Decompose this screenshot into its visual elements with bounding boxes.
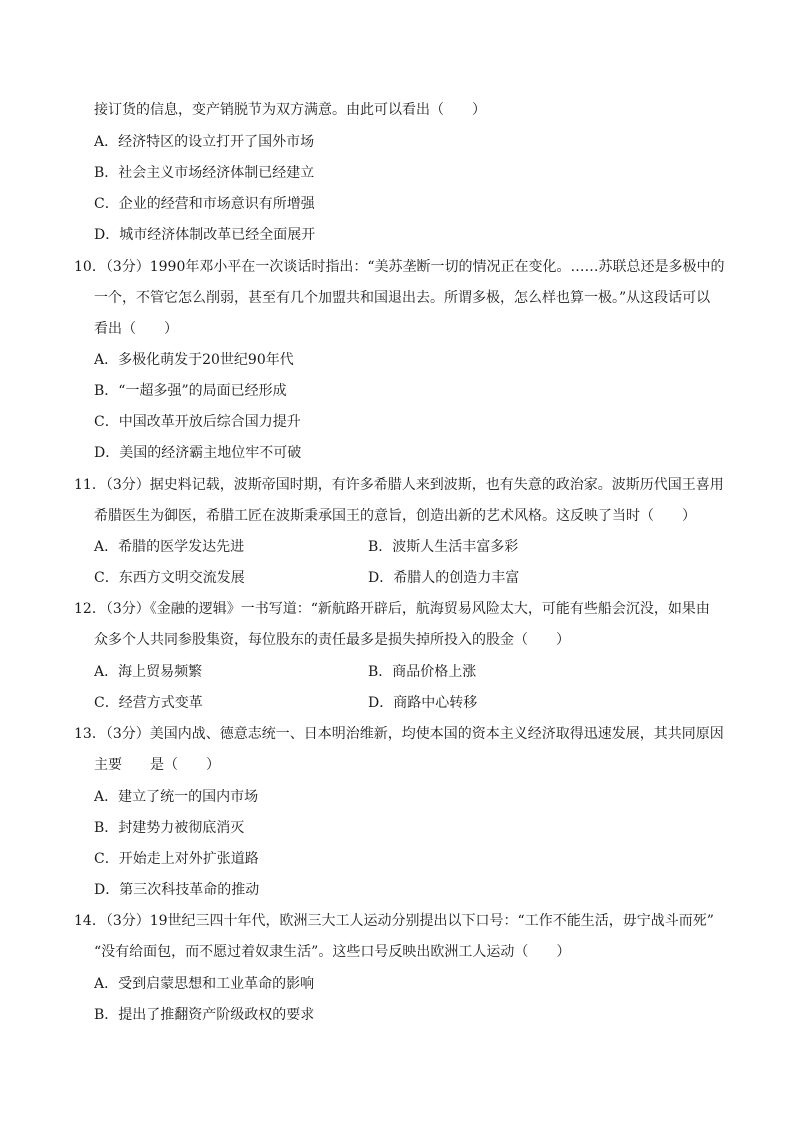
q13-option-a[interactable]: A．建立了统一的国内市场	[94, 789, 259, 805]
q11-option-b[interactable]: B．波斯人生活丰富多彩	[368, 539, 519, 555]
q10-stem-line-1: 10．（3分）1990年邓小平在一次谈话时指出：“美苏垄断一切的情况正在变化。……苏联总还是多极中的	[74, 259, 725, 275]
q9-option-d[interactable]: D．城市经济体制改革已经全面展开	[94, 227, 316, 243]
q14-option-a[interactable]: A．受到启蒙思想和工业革命的影响	[94, 976, 315, 992]
q9-option-c[interactable]: C．企业的经营和市场意识有所增强	[94, 196, 315, 212]
q12-option-d[interactable]: D．商路中心转移	[368, 695, 478, 711]
q10-option-d[interactable]: D．美国的经济霸主地位牢不可破	[94, 445, 302, 461]
q9-option-b[interactable]: B．社会主义市场经济体制已经建立	[94, 165, 315, 181]
q11-stem-line-2: 希腊医生为御医，希腊工匠在波斯秉承国王的意旨，创造出新的艺术风格。这反映了当时（ ）	[94, 508, 696, 524]
q11-option-d[interactable]: D．希腊人的创造力丰富	[368, 570, 520, 586]
q12-option-c[interactable]: C．经营方式变革	[94, 695, 203, 711]
q10-stem-line-3: 看出（ ）	[94, 321, 178, 337]
q13-option-c[interactable]: C．开始走上对外扩张道路	[94, 851, 259, 867]
q13-option-b[interactable]: B．封建势力被彻底消灭	[94, 820, 245, 836]
q11-option-a[interactable]: A．希腊的医学发达先进	[94, 539, 245, 555]
q14-stem-line-2: “没有给面包，而不愿过着奴隶生活”。这些口号反映出欧洲工人运动（ ）	[94, 944, 571, 960]
q14-option-b[interactable]: B．提出了推翻资产阶级政权的要求	[94, 1007, 315, 1023]
q12-stem-line-2: 众多个人共同参股集资，每位股东的责任最多是损失掉所投入的股金（ ）	[94, 632, 570, 648]
q13-stem-line-1: 13．（3分）美国内战、德意志统一、日本明治维新，均使本国的资本主义经济取得迅速发展，其共同原因	[74, 726, 724, 742]
q11-stem-line-1: 11．（3分）据史料记载，波斯帝国时期，有许多希腊人来到波斯，也有失意的政治家。波斯历代国王喜用	[74, 477, 724, 493]
q9-stem-tail: 接订货的信息，变产销脱节为双方满意。由此可以看出（ ）	[94, 102, 486, 118]
q13-stem-line-2: 主要 是（ ）	[94, 757, 220, 773]
q14-stem-line-1: 14．（3分）19世纪三四十年代，欧洲三大工人运动分别提出以下口号：“工作不能生活，毋宁战斗而死”	[74, 913, 714, 929]
q12-stem-line-1: 12．（3分）《金融的逻辑》一书写道：“新航路开辟后，航海贸易风险太大，可能有些船会沉没，如果由	[74, 601, 710, 617]
q12-option-b[interactable]: B．商品价格上涨	[368, 664, 477, 680]
q10-option-c[interactable]: C．中国改革开放后综合国力提升	[94, 414, 301, 430]
q10-option-b[interactable]: B．“一超多强”的局面已经形成	[94, 383, 287, 399]
q12-option-a[interactable]: A．海上贸易频繁	[94, 664, 203, 680]
q10-option-a[interactable]: A．多极化萌发于20世纪90年代	[94, 352, 294, 368]
q11-option-c[interactable]: C．东西方文明交流发展	[94, 570, 245, 586]
q13-option-d[interactable]: D．第三次科技革命的推动	[94, 882, 260, 898]
q9-option-a[interactable]: A．经济特区的设立打开了国外市场	[94, 134, 315, 150]
q10-stem-line-2: 一个，不管它怎么削弱，甚至有几个加盟共和国退出去。所谓多极，怎么样也算一极。”从这段话可以	[94, 290, 711, 306]
